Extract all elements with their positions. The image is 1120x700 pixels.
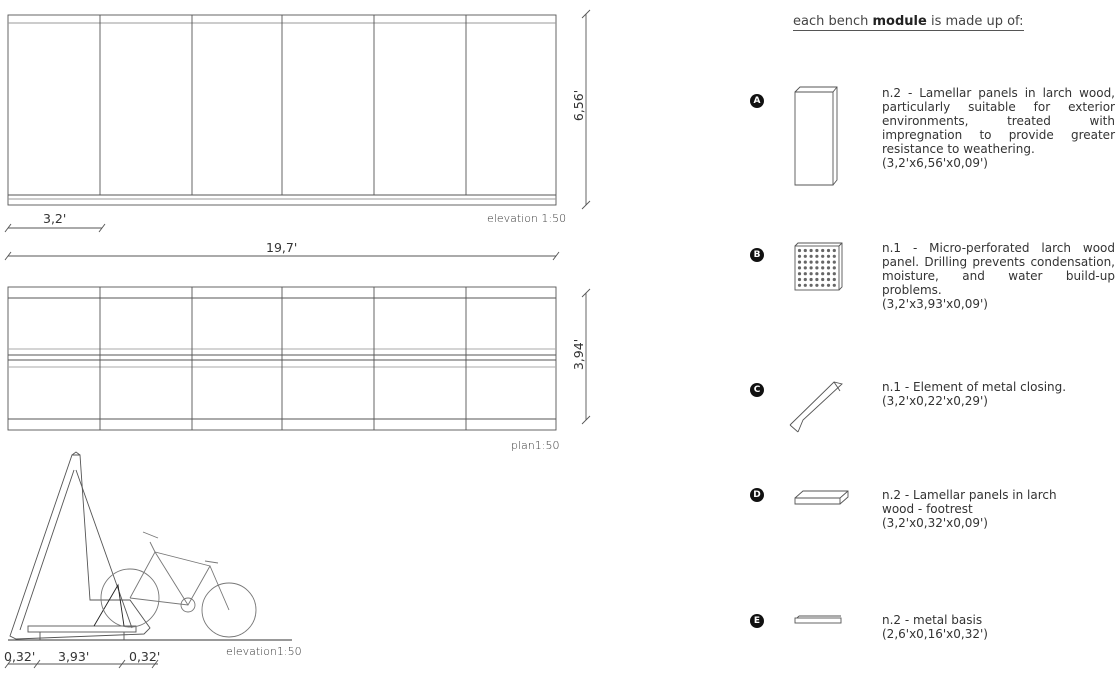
component-b-marker: B: [750, 248, 764, 262]
perforation-hole: [833, 261, 836, 264]
perforation-hole: [804, 261, 807, 264]
perforation-hole: [827, 255, 830, 258]
perforation-hole: [798, 255, 801, 258]
perforation-hole: [798, 278, 801, 281]
perforation-hole: [821, 266, 824, 269]
plan-drawing: [8, 287, 556, 430]
plan-depth-dimension: 3,94': [571, 338, 587, 371]
component-a-description: [882, 86, 1115, 170]
perforation-hole: [821, 278, 824, 281]
total-length-dimension: 19,7': [266, 240, 298, 255]
perforation-hole: [798, 272, 801, 275]
component-e-description: [882, 613, 1115, 641]
perforation-hole: [827, 284, 830, 287]
perforation-hole: [833, 249, 836, 252]
section-drawing: [8, 452, 292, 640]
section-dimension-left: 0,32': [4, 649, 36, 664]
heading-prefix: each bench: [793, 14, 869, 29]
perforation-hole: [798, 261, 801, 264]
perforation-hole: [833, 284, 836, 287]
heading-suffix: is made up of:: [930, 14, 1024, 29]
heading-bold: module: [872, 14, 927, 29]
component-e-marker: E: [750, 614, 764, 628]
perforation-hole: [804, 278, 807, 281]
component-d-marker: D: [750, 488, 764, 502]
component-c-sketch: [790, 382, 842, 432]
component-c-size: (3,2'x0,22'x0,29'): [882, 394, 988, 408]
perforation-hole: [815, 278, 818, 281]
perforation-hole: [810, 261, 813, 264]
component-a-size: (3,2'x6,56'x0,09'): [882, 156, 988, 170]
perforation-hole: [827, 272, 830, 275]
perforation-hole: [798, 284, 801, 287]
perforation-hole: [821, 249, 824, 252]
perforation-hole: [815, 266, 818, 269]
perforation-hole: [833, 272, 836, 275]
perforation-hole: [827, 278, 830, 281]
perforation-hole: [827, 266, 830, 269]
perforation-hole: [821, 261, 824, 264]
component-e-text: n.2 - metal basis: [882, 613, 983, 627]
component-e-size: (2,6'x0,16'x0,32'): [882, 627, 988, 641]
section-scale-label: elevation1:50: [226, 645, 302, 658]
elevation-scale-label: elevation 1:50: [487, 212, 567, 225]
component-a-marker: A: [750, 94, 764, 108]
component-b-size: (3,2'x3,93'x0,09'): [882, 297, 988, 311]
elevation-height-dimension: 6,56': [571, 89, 587, 122]
component-d-size: (3,2'x0,32'x0,09'): [882, 516, 988, 530]
perforation-hole: [804, 284, 807, 287]
component-e-sketch: [795, 616, 841, 623]
perforation-hole: [815, 272, 818, 275]
perforation-hole: [821, 272, 824, 275]
components-heading: [793, 14, 1024, 31]
perforation-hole: [827, 261, 830, 264]
component-a-text: n.2 - Lamellar panels in larch wood, particularly suitable for exterior environments, treated with impregnation to provide greater resistance to weathering.: [882, 86, 1115, 156]
perforation-hole: [810, 255, 813, 258]
component-d-description: [882, 488, 1077, 530]
component-c-description: [882, 380, 1115, 408]
component-d-text: n.2 - Lamellar panels in larch wood - footrest: [882, 488, 1057, 516]
component-b-description: [882, 241, 1115, 311]
perforation-hole: [810, 272, 813, 275]
perforation-hole: [804, 272, 807, 275]
section-dimension-right: 0,32': [129, 649, 161, 664]
perforation-hole: [804, 249, 807, 252]
perforation-hole: [798, 249, 801, 252]
component-b-text: n.1 - Micro-perforated larch wood panel. Drilling prevents condensation, moisture, and water build-up problems.: [882, 241, 1115, 297]
perforation-hole: [833, 255, 836, 258]
component-a-sketch: [795, 87, 837, 185]
perforation-hole: [810, 278, 813, 281]
perforation-hole: [815, 255, 818, 258]
perforation-hole: [810, 249, 813, 252]
perforation-hole: [833, 278, 836, 281]
perforation-hole: [821, 284, 824, 287]
component-c-text: n.1 - Element of metal closing.: [882, 380, 1067, 394]
perforation-hole: [815, 249, 818, 252]
component-c-marker: C: [750, 383, 764, 397]
perforation-hole: [815, 261, 818, 264]
elevation-drawing: [8, 15, 556, 205]
perforation-hole: [798, 266, 801, 269]
perforation-holes: [798, 249, 836, 287]
module-width-dimension: 3,2': [43, 211, 67, 226]
perforation-hole: [827, 249, 830, 252]
perforation-hole: [804, 266, 807, 269]
component-d-sketch: [795, 491, 848, 504]
perforation-hole: [810, 266, 813, 269]
perforation-hole: [815, 284, 818, 287]
plan-scale-label: plan1:50: [511, 439, 560, 452]
perforation-hole: [821, 255, 824, 258]
perforation-hole: [804, 255, 807, 258]
section-dimension-middle: 3,93': [58, 649, 90, 664]
perforation-hole: [833, 266, 836, 269]
perforation-hole: [810, 284, 813, 287]
